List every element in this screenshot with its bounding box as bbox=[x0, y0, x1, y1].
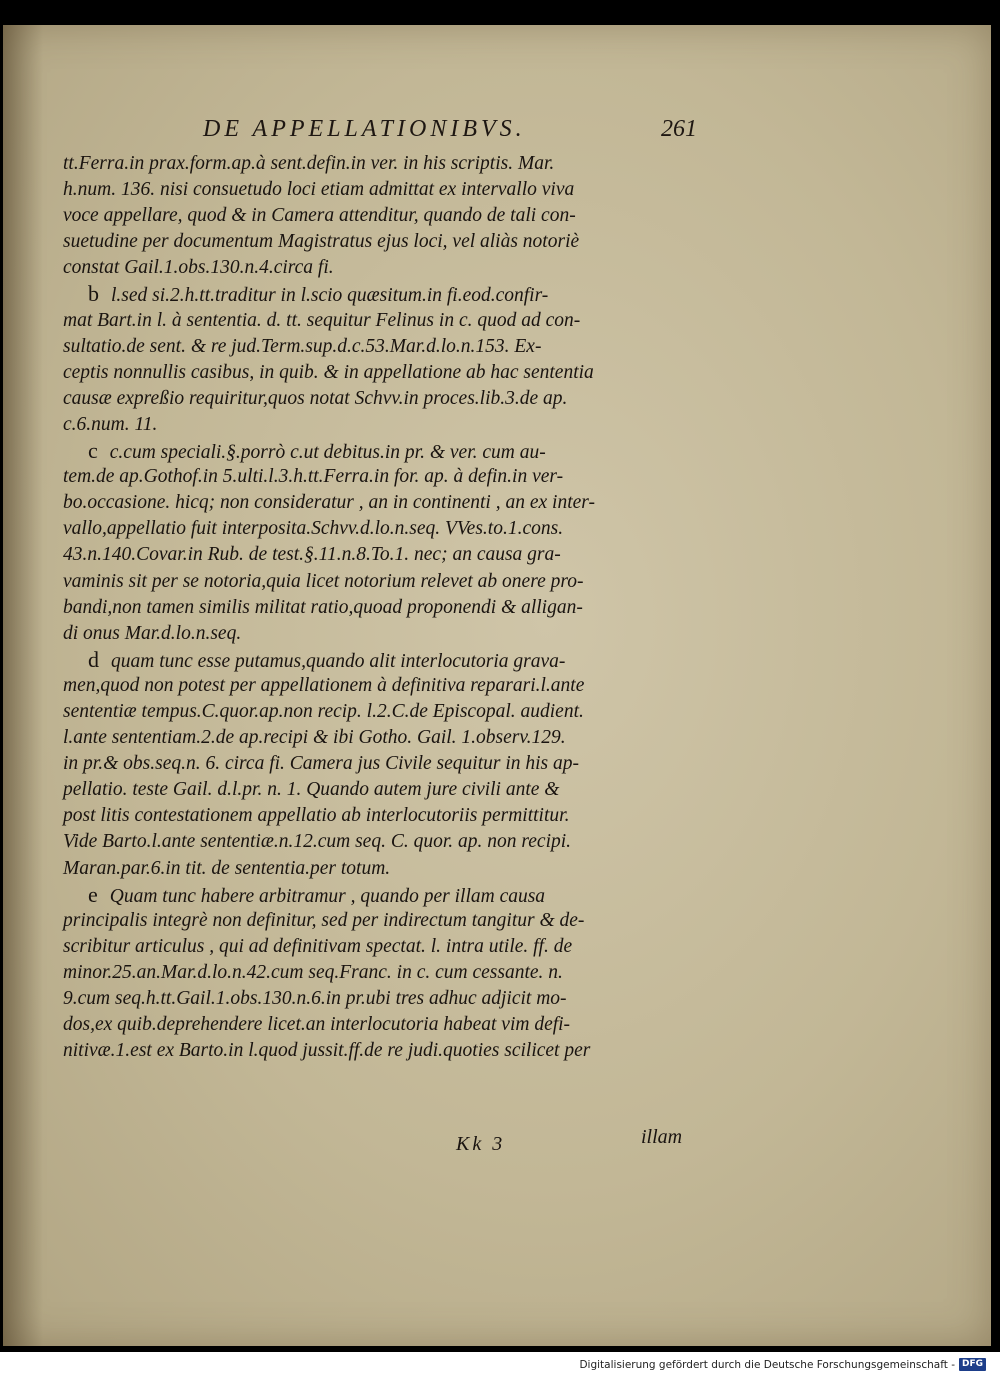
text-line: men,quod non potest per appellationem à definitiva reparari.l.ante bbox=[63, 674, 585, 696]
book-page bbox=[3, 25, 991, 1346]
text-line-content: quam tunc esse putamus,quando alit interlocutoria grava- bbox=[111, 650, 566, 672]
funding-note: Digitalisierung gefördert durch die Deutsche Forschungsgemeinschaft - bbox=[579, 1358, 955, 1371]
text-line: Vide Barto.l.ante sententiæ.n.12.cum seq. C. quor. ap. non recipi. bbox=[63, 831, 572, 853]
text-line: h.num. 136. nisi consuetudo loci etiam admittat ex intervallo viva bbox=[63, 179, 575, 201]
text-line-content: Quam tunc habere arbitramur , quando per illam causa bbox=[109, 885, 546, 907]
text-line: 9.cum seq.h.tt.Gail.1.obs.130.n.6.in pr.ubi tres adhuc adjicit mo- bbox=[63, 988, 567, 1009]
running-head: DE APPELLATIONIBVS. bbox=[203, 116, 526, 142]
text-line: Maran.par.6.in tit. de sententia.per totum. bbox=[63, 857, 391, 879]
text-line: scribitur articulus , qui ad definitivam spectat. l. intra utile. ff. de bbox=[63, 935, 573, 957]
page-number: 261 bbox=[661, 116, 697, 142]
text-line: bo.occasione. hicq; non consideratur , an in continenti , an ex inter- bbox=[63, 492, 595, 514]
text-line: c.6.num. 11. bbox=[63, 413, 158, 435]
catchword: illam bbox=[641, 1126, 683, 1148]
text-line-content: c.cum speciali.§.porrò c.ut debitus.in pr. & ver. cum au- bbox=[109, 442, 546, 464]
text-line: vaminis sit per se notoria,quia licet notorium relevet ab onere pro- bbox=[63, 570, 584, 592]
signature-mark: Kk 3 bbox=[456, 1133, 506, 1155]
text-line: l.ante sententiam.2.de ap.recipi & ibi Gotho. Gail. 1.observ.129. bbox=[63, 727, 566, 749]
text-line: vallo,appellatio fuit interposita.Schvv.d.lo.n.seq. VVes.to.1.cons. bbox=[63, 518, 564, 540]
text-line: minor.25.an.Mar.d.lo.n.42.cum seq.Franc. in c. cum cessante. n. bbox=[63, 961, 563, 983]
text-line: di onus Mar.d.lo.n.seq. bbox=[63, 622, 242, 644]
text-line: tem.de ap.Gothof.in 5.ulti.l.3.h.tt.Ferra.in for. ap. à defin.in ver- bbox=[63, 466, 564, 488]
text-line: ceptis nonnullis casibus, in quib. & in appellatione ab hac sententia bbox=[63, 361, 594, 383]
text-line bbox=[63, 647, 708, 673]
text-line bbox=[63, 438, 708, 464]
text-line: pellatio. teste Gail. d.l.pr. n. 1. Quando autem jure civili ante & bbox=[63, 779, 560, 801]
text-line: constat Gail.1.obs.130.n.4.circa fi. bbox=[63, 257, 334, 279]
text-line: tt.Ferra.in prax.form.ap.à sent.defin.in ver. in his scriptis. Mar. bbox=[63, 153, 555, 174]
text-line: dos,ex quib.deprehendere licet.an interlocutoria habeat vim defi- bbox=[63, 1014, 571, 1036]
text-line: bandi,non tamen similis militat ratio,quoad proponendi & alligan- bbox=[63, 596, 583, 618]
text-line: sultatio.de sent. & re jud.Term.sup.d.c.53.Mar.d.lo.n.153. Ex- bbox=[63, 335, 542, 357]
text-line: principalis integrè non definitur, sed per indirectum tangitur & de- bbox=[63, 909, 585, 931]
digitization-credit bbox=[579, 1358, 986, 1371]
dfg-logo: DFG bbox=[959, 1358, 986, 1371]
note-marker-e: e bbox=[88, 881, 98, 907]
text-line: causæ expreßio requiritur,quos notat Schvv.in proces.lib.3.de ap. bbox=[63, 387, 568, 409]
note-marker-d: d bbox=[88, 646, 99, 672]
text-line: mat Bart.in l. à sententia. d. tt. sequitur Felinus in c. quod ad con- bbox=[63, 309, 581, 331]
text-line: in pr.& obs.seq.n. 6. circa fi. Camera jus Civile sequitur in his ap- bbox=[63, 753, 580, 775]
note-marker-c: c bbox=[88, 438, 98, 464]
text-line: sententiæ tempus.C.quor.ap.non recip. l.2.C.de Episcopal. audient. bbox=[63, 700, 584, 722]
text-line: 43.n.140.Covar.in Rub. de test.§.11.n.8.To.1. nec; an causa gra- bbox=[63, 544, 561, 566]
text-line bbox=[63, 882, 708, 908]
text-line: post litis contestationem appellatio ab interlocutoriis permittitur. bbox=[63, 805, 570, 827]
text-line-content: l.sed si.2.h.tt.traditur in l.scio quæsitum.in fi.eod.confir- bbox=[111, 285, 549, 307]
note-marker-b: b bbox=[88, 281, 99, 307]
text-line bbox=[63, 281, 708, 307]
body-text bbox=[63, 151, 708, 1064]
text-line: suetudine per documentum Magistratus ejus loci, vel aliàs notoriè bbox=[63, 231, 580, 253]
text-line: voce appellare, quod & in Camera attenditur, quando de tali con- bbox=[63, 205, 576, 227]
text-line: nitivæ.1.est ex Barto.in l.quod jussit.ff.de re judi.quoties scilicet per bbox=[63, 1040, 591, 1062]
